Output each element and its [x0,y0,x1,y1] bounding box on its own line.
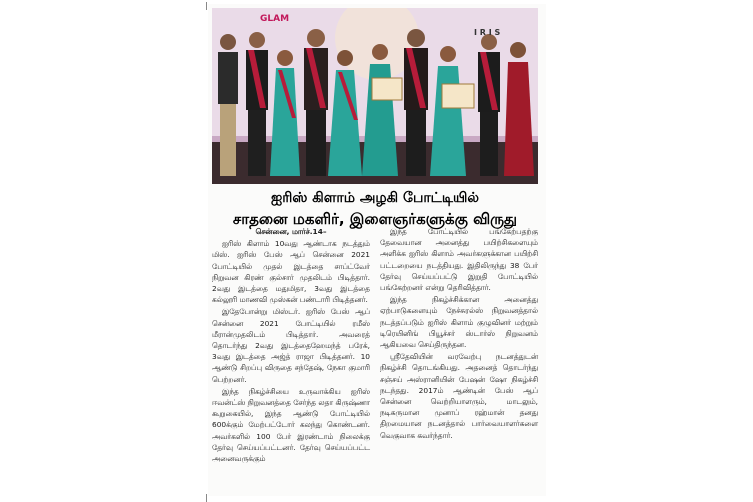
article-paragraph: இந்த நிகழ்ச்சியை உருவாக்கிய ஐரிஸ் ஈவன்ட்ஸ் நிறுவனத்தை சேர்ந்த லதா கிருஷ்ணா கூறுகையில், இந்த ஆண்டு போட்டியில் 600க்கும் மேற்பட்டோர் கலந்து கொண்டனர். அவர்களில் 100 பேர் இரண்டாம் நிலைக்கு தேர்வு செய்யப்பட்டனர். தேர்வு செய்யப்பட்ட அனைவருக்கும் [212,386,370,464]
dateline: சென்னை, மார்ச்.14– [255,227,327,236]
article-paragraph: இதேபோன்று மிஸ்டர். ஐரிஸ் பேஸ் ஆப் சென்னை 2021 போட்டியில் ரமீஸ் மீரான்முதலிடம் பிடித்தார். அவரைத் தொடர்ந்து 2வது இடத்தைஹேமந்த் பரேக், 3வது இடத்தை அஜ்த் ராஜா பிடித்தனர். 10 ஆண்டு சிறப்பு விருதை சந்தேஷ், நேகா குமாரி பெற்றனர். [212,307,370,384]
article-paragraph: ஐரிஸ் கிளாம் 10வது ஆண்டாக நடத்தும் மிஸ். ஐரிஸ் பேஸ் ஆப் சென்னை 2021 போட்டியில் முதல் இடத்தை சாப்ட்வேர் நிறுவன கிரண் குல்சார் முதலிடம் பிடித்தார். 2வது இடத்தை மதுமிதா, 3வது இடத்தை கல்லூரி மாணவி முஸ்கன் பண்டாரி பிடித்தனர். [212,239,370,305]
headline [212,188,538,230]
article-paragraph: இந்த நிகழ்ச்சிக்கான அனைத்து ஏற்பாடுகளையும் நேச்சுரல்ஸ் நிறுவனத்தால் நடத்தப்படும் ஐரிஸ் கிளாம் குழுவினர் மற்றும் டிரெயினிங் பியூச்சர் ஸ்டார்ஸ் நிறுவனம் ஆகியவை செய்திருந்தன. [380,295,538,350]
article-column-right [380,226,538,442]
article-paragraph: ஸ்ரீதேவியின் வரவேற்பு நடனத்துடன் நிகழ்ச்சி தொடங்கியது. அதனைத் தொடர்ந்து சஞ்சய் அஸ்ரானியின் பேஷன் ஷோ நிகழ்ச்சி நடந்தது. 2017ம் ஆண்டின் பேஸ் ஆப் சென்னை வெற்றியாளரும், மாடலும், நடிகருமான முனாப் ரஹ்மான் தனது திறமையான நடனத்தால் பார்வையாளர்களை வெகுவாக கவர்ந்தார். [380,352,538,440]
newspaper-clipping [208,4,546,496]
iris-logo: I R I S [474,28,501,37]
headline-line-2: சாதனை மகளிர், இளைஞர்களுக்கு விருது [232,210,518,228]
article-paragraph: இந்த போட்டியில் பங்கேற்பதற்கு தேவையான அனைத்து பயிற்சிகளையும் அளிக்க ஐரிஸ் கிளாம் அவர்களுக்கான பயிற்சி பட்டறையை நடத்தியது. இதிலிருந்து 38 பேர் தேர்வு செய்யப்பட்டு இறுதி போட்டியில் பங்கேற்றனர் என்று தெரிவித்தார். [380,227,538,293]
page-guide-line [206,2,207,10]
event-photo [212,8,538,184]
page-guide-line [206,494,207,502]
headline-line-1: ஐரிஸ் கிளாம் அழகி போட்டியில் [271,190,479,206]
article-column-left [212,226,370,465]
glam-logo: GLAM [260,14,290,24]
